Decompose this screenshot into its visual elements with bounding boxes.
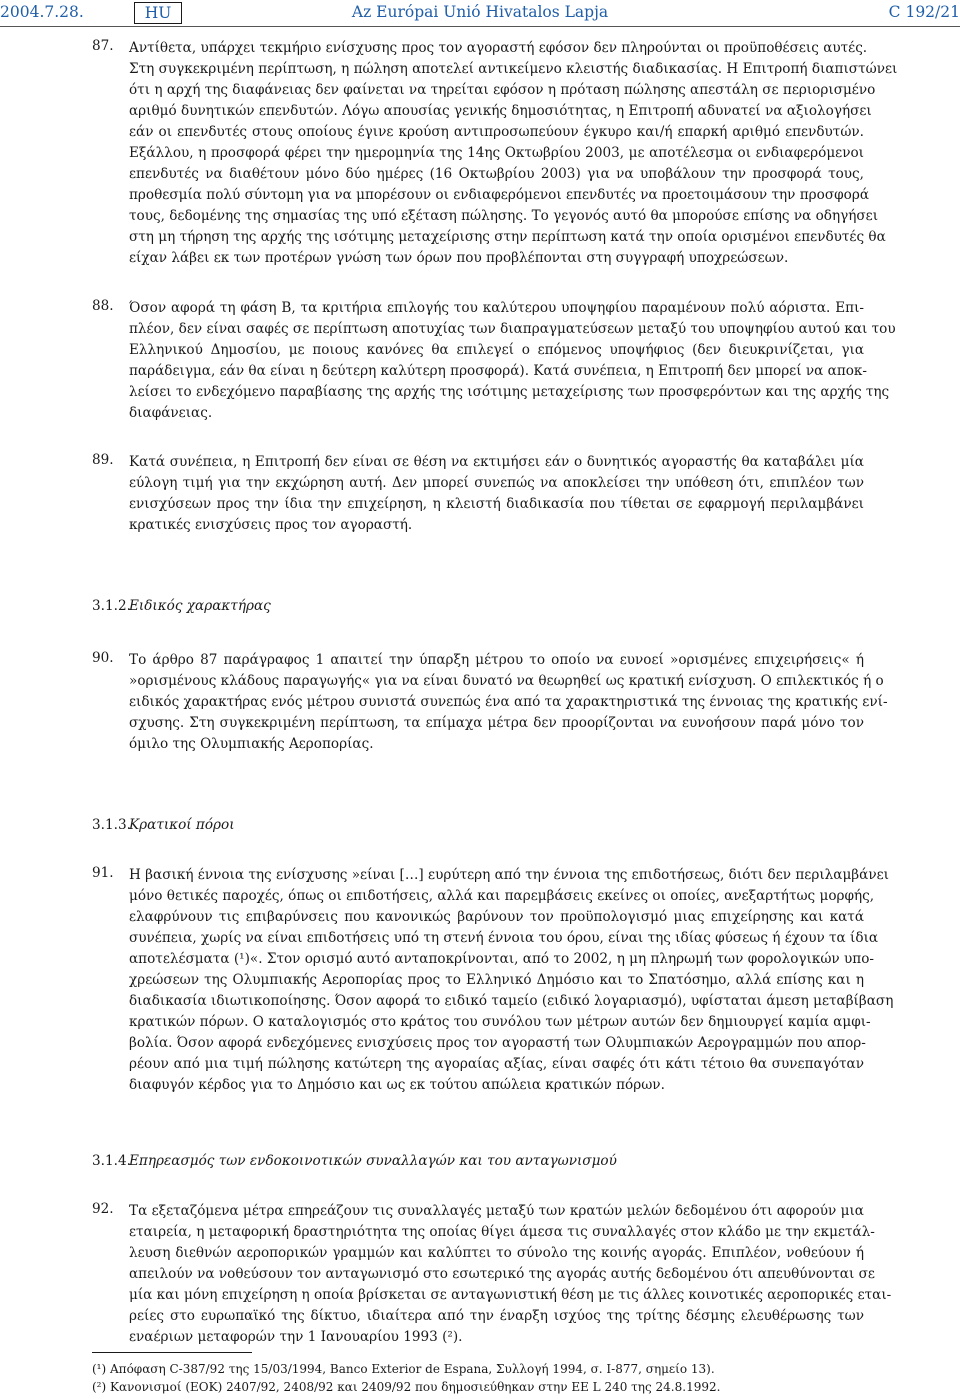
text-line: πλέον, δεν είναι σαφές σε περίπτωση αποτυχίας των διαπραγματεύσεων μεταξύ του υποψηφίου αυτού και του: [129, 321, 896, 337]
heading-title: Ειδικός χαρακτήρας: [129, 598, 271, 614]
text-line: αποτελέσματα (¹)«. Στον ορισμό αυτό ανταποκρίνονται, από το 2002, η μη πληρωμή των φορολογικών υπο-: [129, 951, 874, 967]
text-line: »ορισμένους κλάδους παραγωγής« για να είναι δυνατό να θεωρηθεί ως κρατική ενίσχυση. Ο επιλεκτικός ή ο: [129, 673, 884, 689]
text-line: εάν οι επενδυτές στους οποίους έγινε κρούση αντιπροσωπεύουν έγκυρο και/ή επαρκή αριθμό επενδυτών.: [129, 124, 864, 140]
text-line: επενδυτές να διαθέτουν μόνο δύο ημέρες (16 Οκτωβρίου 2003) για να υποβάλουν την προσφορά τους,: [129, 166, 864, 182]
paragraph-number: 91.: [92, 865, 114, 881]
text-line: όμιλο της Ολυμπιακής Αεροπορίας.: [129, 736, 374, 752]
footnote-1: [92, 1362, 892, 1376]
text-line: εταιρεία, η μεταφορική δραστηριότητα της οποίας θίγει άμεσα τις συναλλαγές στον κλάδο με την εκμετάλ-: [129, 1224, 875, 1240]
text-line: εύλογη τιμή για την εκχώρηση αυτή. Δεν μπορεί συνεπώς να αποκλείσει την υπόθεση ότι, επιπλέον των: [129, 475, 864, 491]
text-line: εναέριων μεταφορών την 1 Ιανουαρίου 1993 (²).: [129, 1329, 463, 1345]
text-line: Εξάλλου, η προσφορά φέρει την ημερομηνία της 14ης Οκτωβρίου 2003, με αποτέλεσμα οι ενδιαφερόμενοι: [129, 145, 864, 161]
page-header: [0, 0, 960, 28]
text-line: διαφυγόν κέρδος για το Δημόσιο και ως εκ τούτου απώλεια κρατικών πόρων.: [129, 1077, 665, 1093]
text-line: Ελληνικού Δημοσίου, με ποιους κανόνες θα επιλεγεί ο επόμενος υποψήφιος (δεν διευκρινίζεται, για: [129, 342, 864, 358]
heading-number: 3.1.2.: [92, 598, 131, 614]
text-line: τους, δεδομένης της σημασίας της υπό εξέταση πώλησης. Το γεγονός αυτό θα μπορούσε επίσης να οδηγήσει: [129, 208, 879, 224]
journal-title: Az Európai Unió Hivatalos Lapja: [351, 3, 609, 21]
text-line: Τα εξεταζόμενα μέτρα επηρεάζουν τις συναλλαγές μεταξύ των κρατών μελών δεδομένου ότι αφορούν μια: [129, 1203, 864, 1219]
footnote-marker: (²): [92, 1380, 107, 1394]
text-line: αριθμό δυνητικών επενδυτών. Λόγω απουσίας γενικής δημοσιότητας, η Επιτροπή αδυνατεί να αξιολογήσει: [129, 103, 872, 119]
text-line: ενισχύσεων προς την ίδια την επιχείρηση, η κλειστή διαδικασία που τίθεται σε εφαρμογή περιλαμβάνει: [129, 496, 864, 512]
header-date: 2004.7.28.: [0, 3, 84, 21]
text-line: ρείες στο ευρωπαϊκό της δίκτυο, ιδιαίτερα από την έναρξη ισχύος της τρίτης δέσμης ελευθέρωσης των: [129, 1308, 864, 1324]
footnote-2: [92, 1380, 892, 1394]
text-line: ρέουν από μια τιμή πώλησης κατώτερη της αγοραίας αξίας, είναι σαφές ότι κάτι τέτοιο θα συνεπαγόταν: [129, 1056, 864, 1072]
footnote-marker: (¹): [92, 1362, 107, 1376]
text-line: στη μη τήρηση της αρχής της ισότιμης μεταχείρισης στην περίπτωση κατά την οποία ορισμένοι επενδυτές θα: [129, 229, 886, 245]
heading-title: Κρατικοί πόροι: [129, 817, 235, 833]
text-line: Το άρθρο 87 παράγραφος 1 απαιτεί την ύπαρξη μέτρου το οποίο να ευνοεί »ορισμένες επιχειρήσεις« ή: [129, 652, 864, 668]
text-line: μόνο θετικές παροχές, όπως οι επιδοτήσεις, αλλά και παρεμβάσεις εκείνες οι οποίες, ανεξαρτήτως μορφής,: [129, 888, 875, 904]
text-line: λείσει το ενδεχόμενο παραβίασης της αρχής της ισότιμης μεταχείρισης των προσφερόντων και της αρχής της: [129, 384, 890, 400]
text-line: Η βασική έννοια της ενίσχυσης »είναι […] ευρύτερη από την έννοια της επιδοτήσεως, διότι δεν περιλαμβάνει: [129, 867, 889, 883]
text-line: διαδικασία ιδιωτικοποίησης. Όσον αφορά το ειδικό ταμείο (ειδικό λογαριασμό), υφίσταται άμεση μεταβίβαση: [129, 993, 894, 1009]
section-heading-3-1-3: [92, 817, 235, 833]
text-line: διαφάνειας.: [129, 405, 213, 421]
heading-title: Επηρεασμός των ενδοκοινοτικών συναλλαγών και του ανταγωνισμού: [129, 1153, 617, 1169]
paragraph-number: 87.: [92, 38, 114, 54]
text-line: χρεώσεων της Ολυμπιακής Αεροπορίας προς το Ελληνικό Δημόσιο και το Σπατόσημο, αλλά επίσης και η: [129, 972, 864, 988]
text-line: Αντίθετα, υπάρχει τεκμήριο ενίσχυσης προς τον αγοραστή εφόσον δεν πληρούνται οι προϋποθέσεις αυτές.: [129, 40, 868, 56]
text-line: είχαν λάβει εκ των προτέρων γνώση των όρων που προβλέπονται στη συγγραφή υποχρεώσεων.: [129, 250, 789, 266]
text-line: κρατικών πόρων. Ο καταλογισμός στο κράτος του συνόλου των μέτρων αυτών δεν δημιουργεί καμία αμφι-: [129, 1014, 871, 1030]
footnote-separator: [92, 1352, 252, 1353]
text-line: λευση διεθνών αεροπορικών γραμμών και καλύπτει το σύνολο της κοινής αγοράς. Επιπλέον, νοθεύουν ή: [129, 1245, 864, 1261]
text-line: Κατά συνέπεια, η Επιτροπή δεν είναι σε θέση να εκτιμήσει εάν ο δυνητικός αγοραστής θα καταβάλει μία: [129, 454, 864, 470]
heading-number: 3.1.3.: [92, 817, 131, 833]
page-number: C 192/21: [888, 3, 960, 21]
language-box: HU: [134, 2, 182, 24]
text-line: παράδειγμα, εάν θα είναι η δεύτερη καλύτερη προσφορά). Κατά συνέπεια, η Επιτροπή δεν μπορεί να αποκ-: [129, 363, 868, 379]
text-line: ειδικός χαρακτήρας ενός μέτρου συνιστά συνεπώς ένα από τα χαρακτηριστικά της έννοιας της κρατικής ενί-: [129, 694, 888, 710]
section-heading-3-1-4: [92, 1153, 617, 1169]
text-line: μία και μόνη επιχείρηση η οποία βρίσκεται σε ανταγωνιστική θέση με τις άλλες κοινοτικές αεροπορικές εται-: [129, 1287, 892, 1303]
heading-number: 3.1.4.: [92, 1153, 131, 1169]
text-line: συνέπεια, χωρίς να είναι επιδοτήσεις υπό τη στενή έννοια του όρου, είναι της ιδίας φύσεως ή έχουν τα ίδια: [129, 930, 879, 946]
text-line: ότι η αρχή της διαφάνειας δεν φαίνεται να τηρείται εφόσον η πρόταση πώλησης απεστάλη σε περιορισμένο: [129, 82, 876, 98]
paragraph-number: 92.: [92, 1201, 114, 1217]
text-line: Όσον αφορά τη φάση Β, τα κριτήρια επιλογής του καλύτερου υποψηφίου παραμένουν πολύ αόριστα. Επι-: [129, 300, 864, 316]
footnote-text: Απόφαση C-387/92 της 15/03/1994, Banco Exterior de Espana, Συλλογή 1994, σ. I-877, σημείο 13).: [110, 1362, 715, 1376]
text-line: ελαφρύνουν τις επιβαρύνσεις που κανονικώς βαρύνουν τον προϋπολογισμό μιας επιχείρησης και κατά: [129, 909, 864, 925]
paragraph-number: 88.: [92, 298, 114, 314]
text-line: προθεσμία πολύ σύντομη για να μπορέσουν οι ενδιαφερόμενοι επενδυτές να προετοιμάσουν την προσφορά: [129, 187, 869, 203]
text-line: κρατικές ενισχύσεις προς τον αγοραστή.: [129, 517, 413, 533]
text-line: απειλούν να νοθεύσουν τον ανταγωνισμό στο εσωτερικό της αγοράς αυτής δεδομένου ότι απευθύνονται σε: [129, 1266, 875, 1282]
text-line: Στη συγκεκριμένη περίπτωση, η πώληση αποτελεί αντικείμενο κλειστής διαδικασίας. Η Επιτροπή διαπιστώνει: [129, 61, 898, 77]
section-heading-3-1-2: [92, 598, 271, 614]
footnote-text: Κανονισμοί (ΕΟΚ) 2407/92, 2408/92 και 2409/92 που δημοσιεύθηκαν στην ΕΕ L 240 της 24.8.1992.: [110, 1380, 721, 1394]
paragraph-number: 89.: [92, 452, 114, 468]
text-line: σχυσης. Στη συγκεκριμένη περίπτωση, τα επίμαχα μέτρα δεν προορίζονται να ευνοήσουν παρά μόνο τον: [129, 715, 864, 731]
paragraph-number: 90.: [92, 650, 114, 666]
text-line: βολία. Όσον αφορά ενδεχόμενες ενισχύσεις προς τον αγοραστή των Ολυμπιακών Αερογραμμών που απορ-: [129, 1035, 866, 1051]
header-rule: [0, 26, 960, 27]
